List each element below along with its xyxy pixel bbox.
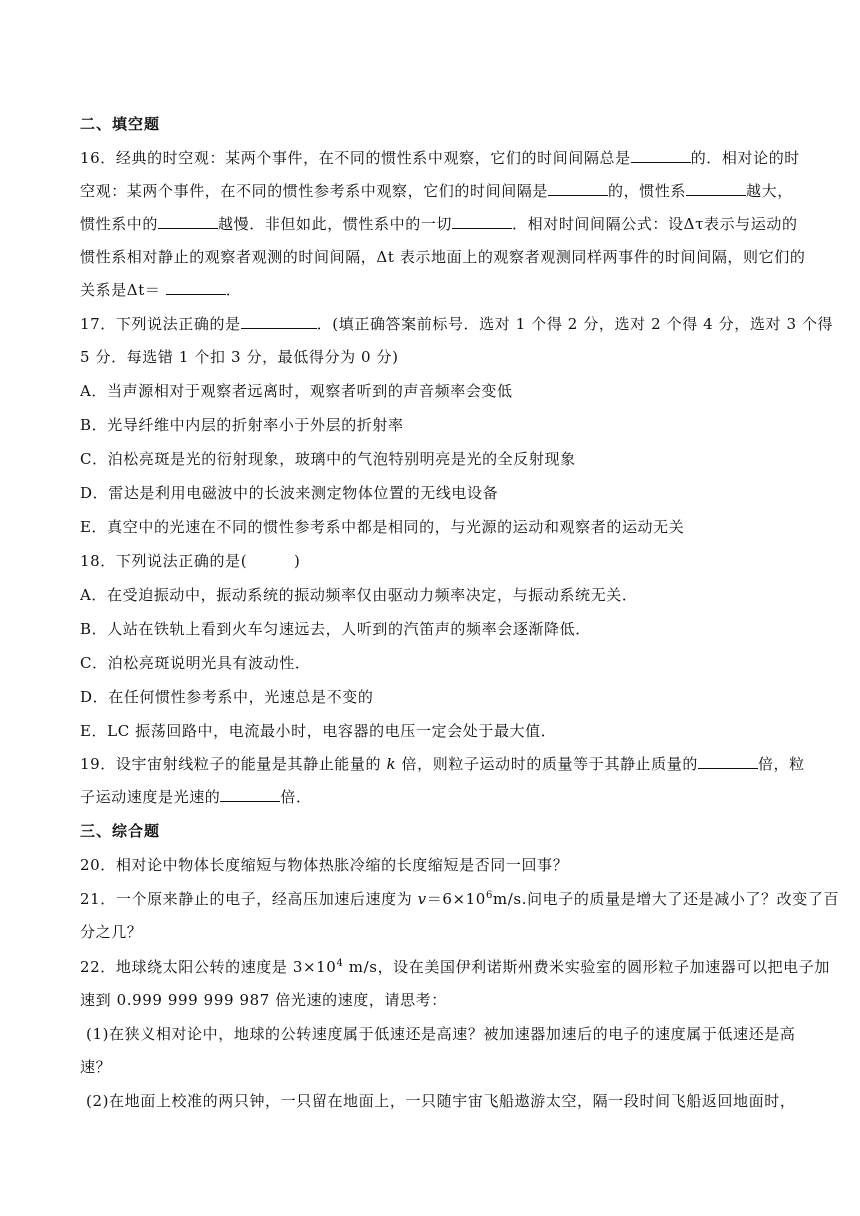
answer-blank[interactable] xyxy=(220,787,280,802)
question-21-line-2: 分之几？ xyxy=(80,923,143,941)
question-17-option-e: E．真空中的光速在不同的惯性参考系中都是相同的，与光源的运动和观察者的运动无关 xyxy=(80,518,685,536)
question-18-stem: 18．下列说法正确的是( ) xyxy=(80,552,301,570)
question-17-option-a: A．当声源相对于观察者远离时，观察者听到的声音频率会变低 xyxy=(80,382,513,400)
answer-blank[interactable] xyxy=(631,148,691,163)
question-16-line-3: 惯性系中的 越慢．非但如此，惯性系中的一切 ．相对时间间隔公式：设Δτ表示与运动的 xyxy=(80,215,798,233)
question-17-line-1: 17．下列说法正确的是 ．(填正确答案前标号．选对 1 个得 2 分，选对 2 个得 4 分，选对 3 个得 xyxy=(80,315,834,333)
question-17-option-b: B．光导纤维中内层的折射率小于外层的折射率 xyxy=(80,416,404,434)
question-19-line-1: 19．设宇宙射线粒子的能量是其静止能量的 k 倍，则粒子运动时的质量等于其静止质量的 倍，粒 xyxy=(80,755,805,773)
answer-blank[interactable] xyxy=(686,181,746,196)
question-16-line-2: 空观：某两个事件，在不同的惯性参考系中观察，它们的时间间隔是 的，惯性系 越大， xyxy=(80,182,793,200)
section-heading-comprehensive: 三、综合题 xyxy=(80,822,161,840)
section-heading-fill-in: 二、填空题 xyxy=(80,115,161,133)
question-17-option-c: C．泊松亮斑是光的衍射现象，玻璃中的气泡特别明亮是光的全反射现象 xyxy=(80,450,576,468)
question-22-line-2: 速到 0.999 999 999 987 倍光速的速度，请思考： xyxy=(80,991,447,1009)
answer-blank[interactable] xyxy=(698,754,758,769)
question-18-option-d: D．在任何惯性参考系中，光速总是不变的 xyxy=(80,688,374,706)
question-21-line-1: 21．一个原来静止的电子，经高压加速后速度为 $v=6\times 10^6m/s$.问电子的质量是增大了还是减小了？改变了百 xyxy=(80,890,840,908)
question-22-part-1-line-1: (1)在狭义相对论中，地球的公转速度属于低速还是高速？被加速器加速后的电子的速度属于低速还是高 xyxy=(86,1025,796,1043)
question-18-option-c: C．泊松亮斑说明光具有波动性． xyxy=(80,654,311,672)
answer-blank[interactable] xyxy=(452,214,512,229)
answer-blank[interactable] xyxy=(548,181,608,196)
question-22-line-1: 22．地球绕太阳公转的速度是 $3\times 10^4$ m/s，设在美国伊利诺斯州费米实验室的圆形粒子加速器可以把电子加 xyxy=(80,958,830,976)
question-17-option-d: D．雷达是利用电磁波中的长波来测定物体位置的无线电设备 xyxy=(80,484,499,502)
question-16-line-4: 惯性系相对静止的观察者观测的时间间隔，Δt 表示地面上的观察者观测同样两事件的时间间隔，则它们的 xyxy=(80,248,806,266)
question-22-part-2-line-1: (2)在地面上校准的两只钟，一只留在地面上，一只随宇宙飞船遨游太空，隔一段时间飞船返回地面时， xyxy=(86,1092,796,1110)
question-17-line-2: 5 分．每选错 1 个扣 3 分，最低得分为 0 分) xyxy=(80,348,399,366)
answer-blank[interactable] xyxy=(158,214,218,229)
question-16-line-5: 关系是Δt＝ ． xyxy=(80,281,242,299)
question-18-option-a: A．在受迫振动中，振动系统的振动频率仅由驱动力频率决定，与振动系统无关． xyxy=(80,586,638,604)
question-22-part-1-line-2: 速？ xyxy=(80,1058,112,1076)
answer-blank[interactable] xyxy=(241,314,317,329)
question-20: 20．相对论中物体长度缩短与物体热胀冷缩的长度缩短是否同一回事？ xyxy=(80,856,569,874)
question-19-line-2: 子运动速度是光速的 倍． xyxy=(80,788,312,806)
question-18-option-e: E．LC 振荡回路中，电流最小时，电容器的电压一定会处于最大值． xyxy=(80,722,557,740)
answer-blank[interactable] xyxy=(166,280,226,295)
question-18-option-b: B．人站在铁轨上看到火车匀速远去，人听到的汽笛声的频率会逐渐降低． xyxy=(80,620,591,638)
question-16-line-1: 16．经典的时空观：某两个事件，在不同的惯性系中观察，它们的时间间隔总是 的．相对论的时 xyxy=(80,149,800,167)
